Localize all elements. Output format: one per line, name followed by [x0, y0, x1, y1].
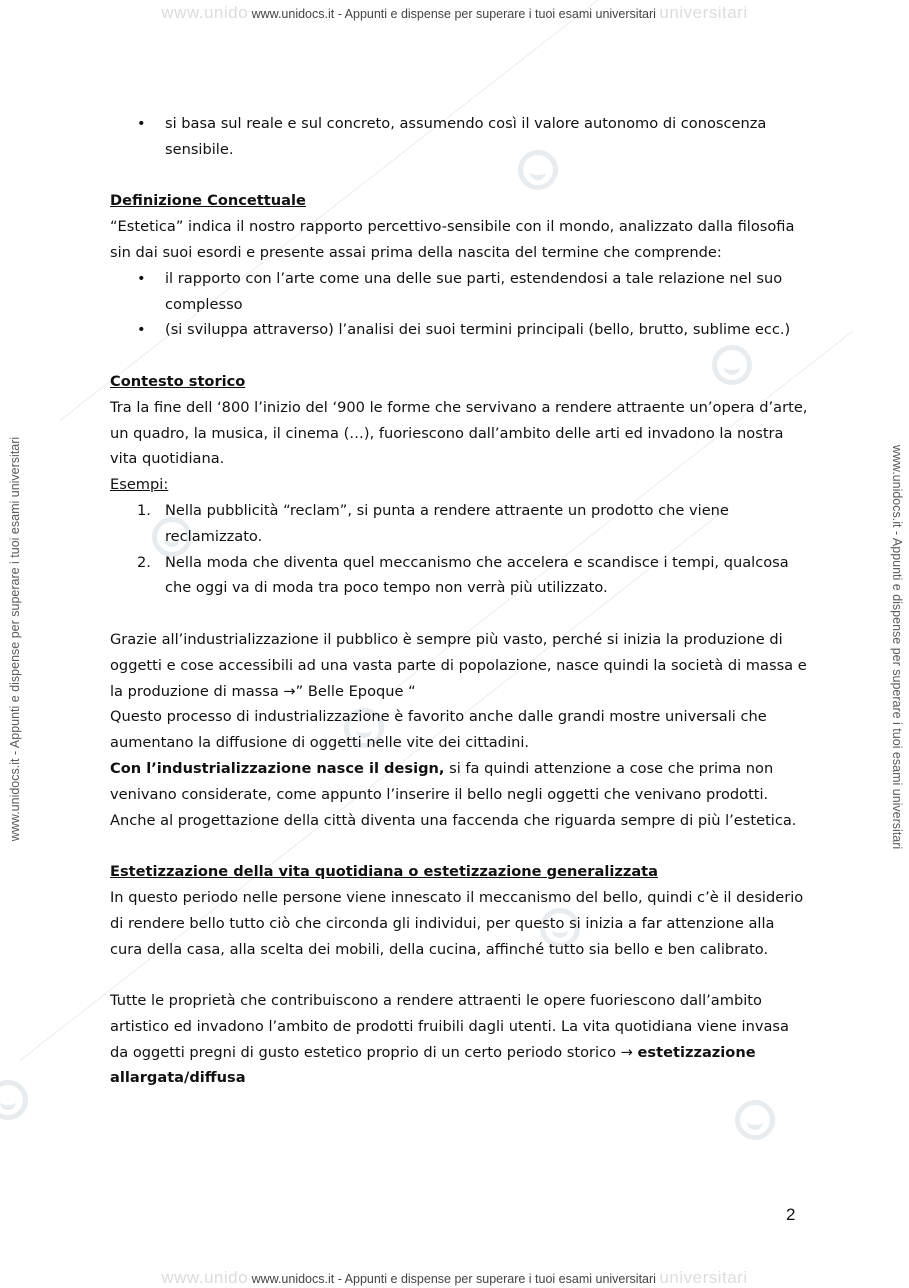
header-watermark-text: www.unidocs.it - Appunti e dispense per superare i tuoi esami universitari: [251, 7, 656, 21]
examples-label: Esempi:: [110, 476, 169, 494]
list-item: [110, 317, 810, 343]
list-item-text: (si sviluppa attraverso) l’analisi dei suoi termini principali (bello, brutto, sublime ecc.): [165, 321, 791, 339]
watermark-logo-icon: [735, 1100, 775, 1140]
page-number: 2: [786, 1205, 796, 1224]
paragraph-citta: Anche al progettazione della città diventa una faccenda che riguarda sempre di più l’estetica.: [110, 811, 797, 829]
numbered-item-text: Nella moda che diventa quel meccanismo che accelera e scandisce i tempi, qualcosa che oggi va di moda tra poco tempo non verrà più utilizzato.: [165, 553, 789, 597]
numbered-item-text: Nella pubblicità “reclam”, si punta a rendere attraente un prodotto che viene reclamizzato.: [165, 501, 729, 545]
list-item: [110, 266, 810, 318]
header-watermark-ghost-left: www.unido: [161, 3, 249, 22]
item-number: 1.: [137, 501, 151, 519]
numbered-item: [110, 498, 810, 550]
section-text-contesto: Tra la fine dell ‘800 l’inizio del ‘900 le forme che servivano a rendere attraente un’opera d’arte, un quadro, la musica, il cinema (…), fuoriescono dall’ambito delle arti ed invadono la nostra vita quotidiana.: [110, 398, 808, 468]
intro-bullet-text: si basa sul reale e sul concreto, assumendo così il valore autonomo di conoscenza sensibile.: [165, 115, 767, 158]
right-side-watermark: www.unidocs.it - Appunti e dispense per superare i tuoi esami universitari: [890, 444, 904, 850]
paragraph-design-text: si fa quindi attenzione a cose che prima non venivano considerate, come appunto l’inserire il bello negli oggetti che venivano prodotti.: [110, 759, 774, 803]
section-text-definizione: “Estetica” indica il nostro rapporto percettivo-sensibile con il mondo, analizzato dalla filosofia sin dai suoi esordi e presente assai prima della nascita del termine che comprende:: [110, 218, 795, 261]
item-number: 2.: [137, 553, 151, 571]
document-body: [110, 111, 810, 1091]
section-heading-estetizzazione: Estetizzazione della vita quotidiana o estetizzazione generalizzata: [110, 863, 658, 881]
bullet-icon: •: [137, 321, 146, 339]
paragraph-industrializzazione: Grazie all’industrializzazione il pubblico è sempre più vasto, perché si inizia la produzione di oggetti e cose accessibili ad una vasta parte di popolazione, nasce quindi la società di massa e la produzione di massa →” Belle Epoque “: [110, 630, 807, 700]
left-side-watermark: www.unidocs.it - Appunti e dispense per superare i tuoi esami universitari: [8, 436, 22, 842]
bullet-icon: •: [137, 269, 146, 287]
footer-watermark: [0, 1268, 909, 1288]
watermark-logo-icon: [0, 1080, 28, 1120]
paragraph-proprieta-text: Tutte le proprietà che contribuiscono a rendere attraenti le opere fuoriescono dall’ambito artistico ed invadono l’ambito de prodotti fruibili dagli utenti. La vita quotidiana viene invasa da oggetti pregni di gusto estetico proprio di un certo periodo storico →: [110, 992, 789, 1061]
section-heading-definizione: Definizione Concettuale: [110, 192, 306, 210]
footer-watermark-text: www.unidocs.it - Appunti e dispense per superare i tuoi esami universitari: [251, 1272, 656, 1286]
header-watermark-ghost-right: universitari: [659, 3, 748, 22]
list-item-text: il rapporto con l’arte come una delle sue parti, estendendosi a tale relazione nel suo complesso: [165, 269, 783, 313]
footer-watermark-ghost-right: universitari: [659, 1268, 748, 1287]
bullet-icon: •: [137, 115, 146, 132]
header-watermark: [0, 3, 909, 23]
footer-watermark-ghost-left: www.unido: [161, 1268, 249, 1287]
paragraph-mostre: Questo processo di industrializzazione è favorito anche dalle grandi mostre universali che aumentano la diffusione di oggetti nelle vite dei cittadini.: [110, 708, 767, 752]
numbered-item: [110, 550, 810, 602]
section-heading-contesto: Contesto storico: [110, 372, 246, 390]
paragraph-design: [110, 756, 810, 808]
bold-phrase-design: Con l’industrializzazione nasce il design,: [110, 759, 445, 777]
bold-phrase-estetizzazione: estetizzazione allargata/diffusa: [110, 1043, 756, 1087]
paragraph-proprieta: [110, 988, 810, 1091]
intro-bullet: [110, 111, 810, 163]
section-text-estetizzazione: In questo periodo nelle persone viene innescato il meccanismo del bello, quindi c’è il desiderio di rendere bello tutto ciò che circonda gli individui, per questo si inizia a far attenzione alla cura della casa, alla scelta dei mobili, della cucina, affinché tutto sia bello e ben calibrato.: [110, 888, 804, 958]
